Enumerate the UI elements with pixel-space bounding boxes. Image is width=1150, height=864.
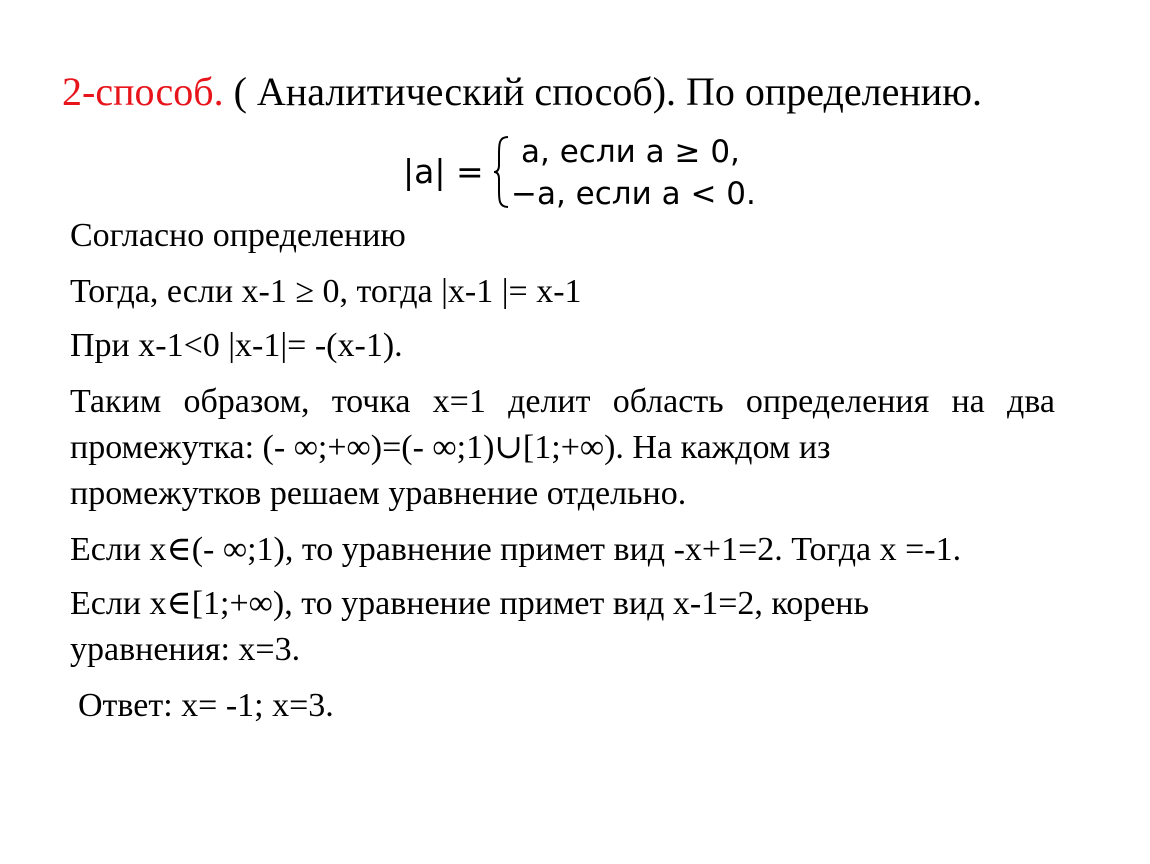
left-brace-icon (493, 136, 509, 208)
text-line-split-2: промежутка: (- ∞;+∞)=(- ∞;1)∪[1;+∞). На каждом из (70, 429, 831, 466)
text-line-split-1: Таким образом, точка х=1 делит область определения на два (70, 383, 1055, 420)
title-text: ( Аналитический способ). По определению. (223, 69, 983, 114)
slide-title (62, 68, 982, 116)
formula-case-negative: −a, если a < 0. (511, 176, 756, 212)
text-line-interval-2: Если х∈[1;+∞), то уравнение примет вид х-1=2, корень (70, 585, 869, 622)
answer-line: Ответ: х= -1; х=3. (78, 687, 334, 724)
text-line-interval-1: Если х∈(- ∞;1), то уравнение примет вид -х+1=2. Тогда х =-1. (70, 531, 962, 568)
text-line-case-nonnegative: Тогда, если х-1 ≥ 0, тогда |х-1 |= х-1 (70, 273, 582, 310)
formula-lhs: |a| = (403, 152, 484, 191)
text-line-interval-2-cont: уравнения: х=3. (70, 631, 301, 668)
text-line-case-negative: При х-1<0 |х-1|= -(х-1). (70, 327, 403, 364)
text-line-definition: Согласно определению (70, 217, 406, 254)
text-line-split-3: промежутков решаем уравнение отдельно. (70, 475, 687, 512)
formula-case-nonnegative: a, если a ≥ 0, (521, 134, 740, 170)
method-label: 2-способ. (62, 69, 224, 114)
